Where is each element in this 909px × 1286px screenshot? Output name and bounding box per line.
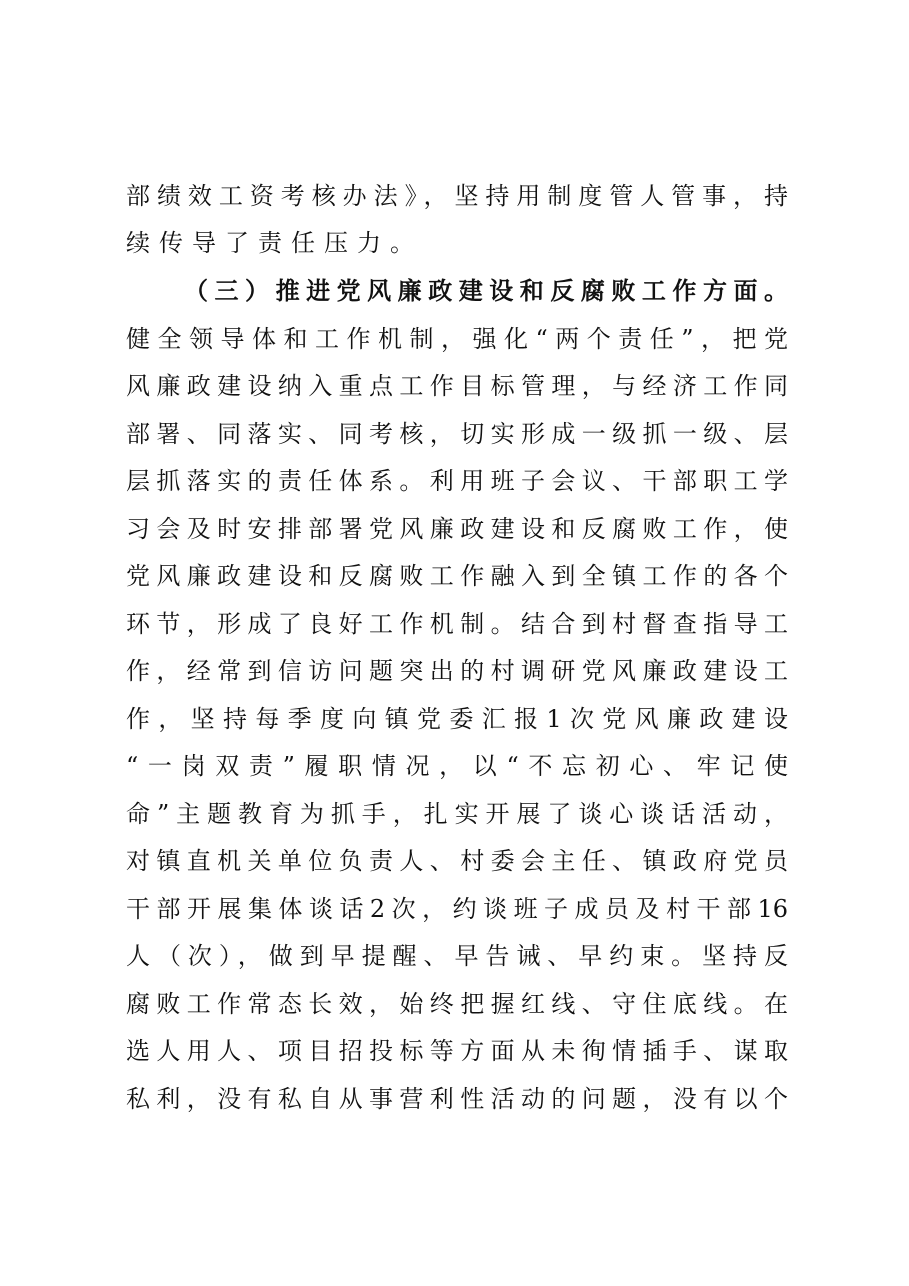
text-line: 对镇直机关单位负责人、村委会主任、镇政府党员: [126, 847, 788, 875]
text-line: 党风廉政建设和反腐败工作融入到全镇工作的各个: [126, 562, 788, 590]
text-line: “一岗双责”履职情况，以“不忘初心、牢记使: [126, 752, 788, 780]
text-line: 环节，形成了良好工作机制。结合到村督查指导工: [126, 610, 788, 638]
text-line: 作，经常到信访问题突出的村调研党风廉政建设工: [126, 657, 788, 685]
text-line: 人（次），做到早提醒、早告诫、早约束。坚持反: [126, 942, 788, 970]
text-line: 干部开展集体谈话2次，约谈班子成员及村干部16: [126, 895, 788, 923]
text-line: 健全领导体和工作机制，强化“两个责任”，把党: [126, 325, 788, 353]
text-line: 选人用人、项目招投标等方面从未徇情插手、谋取: [126, 1037, 788, 1065]
text-line: 风廉政建设纳入重点工作目标管理，与经济工作同: [126, 372, 788, 400]
text-line: 习会及时安排部署党风廉政建设和反腐败工作，使: [126, 515, 788, 543]
text-line: 腐败工作常态长效，始终把握红线、守住底线。在: [126, 990, 788, 1018]
text-line: 续传导了责任压力。: [126, 229, 423, 257]
section-heading: （三）推进党风廉政建设和反腐败工作方面。: [184, 277, 788, 305]
text-line: 部署、同落实、同考核，切实形成一级抓一级、层: [126, 420, 788, 448]
text-line: 部绩效工资考核办法》，坚持用制度管人管事，持: [126, 182, 788, 210]
text-line: 私利，没有私自从事营利性活动的问题，没有以个: [126, 1085, 788, 1113]
text-line: 作，坚持每季度向镇党委汇报1次党风廉政建设: [126, 705, 788, 733]
text-line: 命”主题教育为抓手，扎实开展了谈心谈话活动，: [126, 800, 788, 828]
text-line: 层抓落实的责任体系。利用班子会议、干部职工学: [126, 467, 788, 495]
